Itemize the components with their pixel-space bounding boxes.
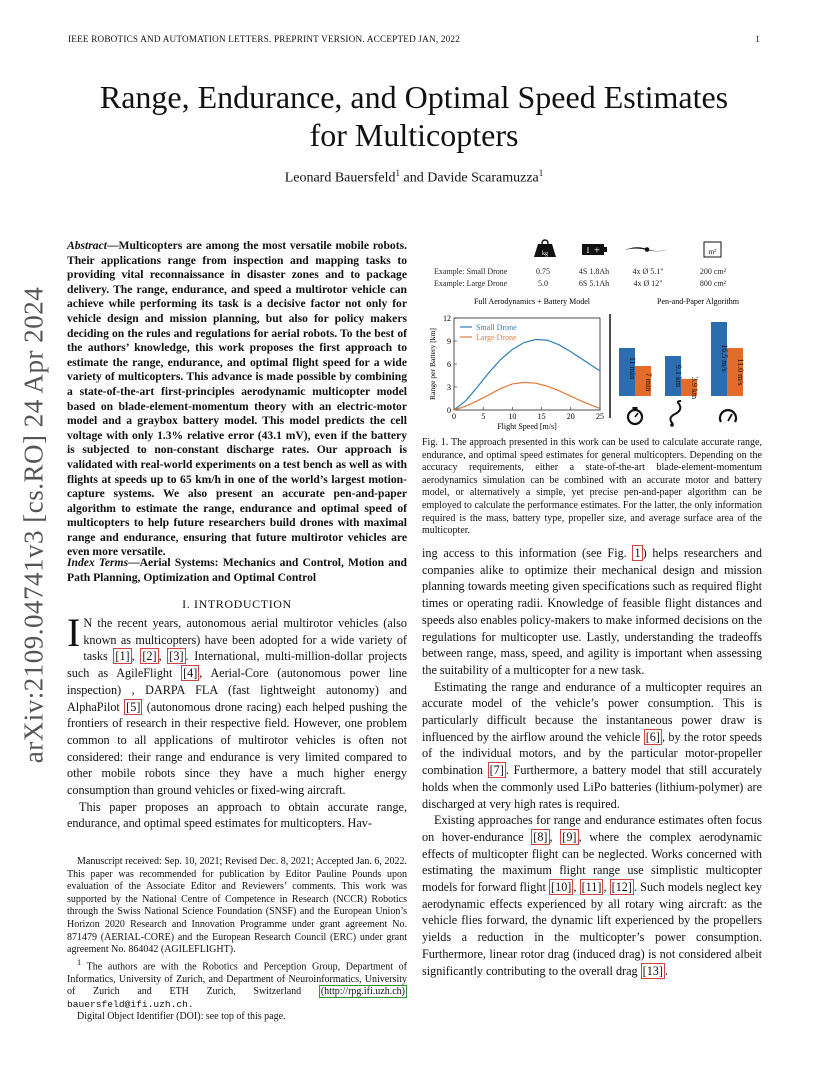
body-text: , where the complex aerodynamic effects of multicopter flight can be neglected. Works concerned with estimating the maximum flight range use simplistic multicopter models for forward flight xyxy=(422,829,763,895)
row2-mass: 5.0 xyxy=(538,279,548,288)
title-line-2: for Multicopters xyxy=(309,117,519,153)
index-terms xyxy=(67,556,407,585)
footnote-received: Manuscript received: Sep. 10, 2021; Revised Dec. 8, 2021; Accepted Jan. 6, 2022. This paper was recommended for publication by Editor Pauline Pounds upon evaluation of the Associate Editor and Reviewers’ comments. This work was supported by the National Centre of Competence in Research (NCCR) Robotics through the Swiss National Science Foundation (SNSF) and the European Union’s Horizon 2020 Research and Innovation Programme under grant agreement No. 871479 (AERIAL-CORE) and the European Research Council (ERC) under grant agreement No. 864042 (AGILEFLIGHT). xyxy=(67,856,407,956)
row1-mass: 0.75 xyxy=(536,267,550,276)
right-column-text xyxy=(422,545,762,979)
citation-link[interactable]: [10] xyxy=(551,880,572,895)
intro-paragraph-2: This paper proposes an approach to obtain accurate range, endurance, and optimal speed estimates for multicopters. Hav- xyxy=(67,799,407,831)
right-paragraph-1 xyxy=(422,545,762,679)
row1-battery: 4S 1.8Ah xyxy=(578,267,610,276)
mass-unit: kg xyxy=(542,251,548,257)
figure-svg xyxy=(422,236,768,432)
body-text: . Furthermore, a battery model that still accurately holds when the commonly used LiPo batteries (lithium-polymer) are discharged at very high rates is required. xyxy=(422,763,762,811)
pen-paper-bars xyxy=(619,322,745,400)
x-tick-label: 20 xyxy=(566,412,575,421)
body-text: Estimating the range and endurance of a multicopter requires an accurate model of the vehicle’s power consumption. This is particularly difficult because the instantaneous power draw is influenced by the airflow around the vehicle xyxy=(422,679,762,744)
svg-text:+: + xyxy=(594,245,600,257)
y-tick-label: 6 xyxy=(447,360,451,369)
series-line-2 xyxy=(454,382,600,410)
rpg-link[interactable]: (http://rpg.ifi.uzh.ch) xyxy=(320,986,405,998)
citation-link[interactable]: [11] xyxy=(581,880,602,895)
citation-link[interactable]: [9] xyxy=(562,829,577,844)
intro-text: . International, multi-million-dollar projects such as AgileFlight xyxy=(67,649,407,681)
title-line-1: Range, Endurance, and Optimal Speed Estimates xyxy=(99,79,729,115)
citation-link[interactable]: [8] xyxy=(533,829,548,844)
body-text: ) helps researchers and companies alike to optimize their mechanical design and mission planning towards meeting given specifications such as required flight times or operating radii. Knowledge of feasible flight distances and speeds also enables policy-makers to make informed decisions on the regulations for multicopter use. Lastly, understanding the tradeoffs between range, mass, speed, and agility is important when assessing the suitability of a multicopter for a new task. xyxy=(422,546,762,677)
introduction: I N the recent years, autonomous aerial multirotor vehicles (also known as multicopters) have been adopted for a wide variety of tasks [1] , [2] , [3] . International, multi-million-dollar projects such as AgileFlight [4] , Aerial-Core (autonomous power line inspection) , DARPA FLA (fast lightweight autonomy) and AlphaPilot [5] (autonomous drone racing) each helped pushing the frontiers of research in their respective field. However, one problem common to all applications of multirotor vehicles is often not considered: their range and endurance is very limited compared to other mobile robots since they have a much higher energy consumption than ground vehicles or fixed-wing aircraft. This paper proposes an approach to obtain accurate range, endurance, and optimal speed estimates for multicopters. Hav- xyxy=(67,610,407,831)
index-terms-text: —Aerial Systems: Mechanics and Control, Motion and Path Planning, Optimization and Optimal Control xyxy=(67,556,407,584)
figure-caption xyxy=(422,437,762,538)
mass-icon xyxy=(534,240,556,257)
x-axis-label: Flight Speed [m/s] xyxy=(497,422,557,431)
left-panel-title: Full Aerodynamics + Battery Model xyxy=(473,297,591,306)
author-2-mark: 1 xyxy=(538,168,544,178)
right-panel-title: Pen-and-Paper Algorithm xyxy=(657,297,739,306)
footnote-affiliation: The authors are with the Robotics and Perception Group, Department of Informatics, University of Zurich, and Department of Neuroinformatics, University of Zurich and ETH Zurich, Switzerland xyxy=(67,961,407,998)
y-tick-label: 0 xyxy=(447,406,451,415)
body-text: ing access to this information (see Fig. xyxy=(422,546,633,560)
citation-link[interactable]: [3] xyxy=(169,649,184,664)
author-1-mark: 1 xyxy=(395,168,400,178)
bar-label: 7 min xyxy=(644,372,653,392)
paper-title xyxy=(60,78,768,154)
citation-link[interactable]: [4] xyxy=(183,666,198,681)
area-unit: m² xyxy=(708,248,717,256)
path-icon xyxy=(670,401,681,427)
footnote-doi: Digital Object Identifier (DOI): see top of this page. xyxy=(77,1011,286,1023)
speedometer-icon xyxy=(720,410,736,422)
row2-area: 800 cm² xyxy=(699,279,727,288)
running-header-text: IEEE ROBOTICS AND AUTOMATION LETTERS. PREPRINT VERSION. ACCEPTED JAN, 2022 xyxy=(68,34,461,44)
caption-text: The approach presented in this work can be used to calculate accurate range, endurance, and optimal speed estimates for general multicopters. Depending on the accuracy requirements, either a state-of-the-art blade-element-momentum aerodynamics simulation can be combined with an accurate motor and battery model, or alternatively a simple, yet precise pen-and-paper algorithm can be employed to calculate the performance estimates. For the latter, the only information required is the mass, battery type, propeller size, and average surface area of the multicopter. xyxy=(422,437,762,537)
running-header xyxy=(68,34,760,44)
abstract-text: —Multicopters are among the most versatile mobile robots. Their applications range from inspection and mapping tasks to providing vital reconnaissance in disaster zones and to package delivery. The range, endurance, and speed a multirotor vehicle can achieve while performing its task is a decisive factor not only for vehicle design and mission planning, but also for policy makers deciding on the rules and regulations for aerial robots. To the best of the authors’ knowledge, this work proposes the first approach to estimate the range, endurance, and optimal flight speed for a wide variety of multicopters. This advance is made possible by combining a state-of-the-art first-principles aerodynamic multicopter model based on blade-element-momentum theory with an electric-motor model and a graybox battery model. This model predicts the cell voltage with only 1.3% relative error (43.1 mV), even if the battery is subjected to non-constant discharge rates. Our approach is validated with real-world experiments on a test bench as well as with flights at speeds up to 65 km/h in one of the world’s largest motion-capture systems. We also present an accurate pen-and-paper algorithm to estimate the range, endurance and optimal speed of multicopters to help future researchers build drones with maximal range and endurance, ensuring that future multirotor vehicles are even more versatile. xyxy=(67,239,407,559)
bar-label: 11 min xyxy=(628,356,637,380)
body-text: , by the rotor speeds of the individual motors, and by the particular motor-propeller combination xyxy=(422,729,763,778)
page-number: 1 xyxy=(755,34,760,44)
author-2: Davide Scaramuzza xyxy=(427,170,539,186)
x-tick-label: 15 xyxy=(537,412,546,421)
author-sep: and xyxy=(403,170,424,186)
figure-1 xyxy=(422,236,768,432)
x-tick-label: 25 xyxy=(596,412,604,421)
authors xyxy=(60,168,768,187)
y-tick-label: 3 xyxy=(447,383,451,392)
body-text: . Such models neglect key aerodynamic effects experienced by all rotary wing aircraft: as the vehicle flies forward, the dynamic lift experienced by the propellers yields a reduction in the multicopter’s power consumption. Furthermore, linear rotor drag (induced drag) is not considered albeit significantly contributing to the overall drag xyxy=(422,880,763,978)
citation-link[interactable]: [2] xyxy=(142,649,157,664)
propeller-icon xyxy=(625,247,669,252)
legend-label: Small Drone xyxy=(476,323,517,332)
right-paragraph-2 xyxy=(422,679,762,813)
svg-text:I: I xyxy=(586,246,590,255)
bar-label: 16.5 m/s xyxy=(720,344,729,372)
y-tick-label: 9 xyxy=(447,337,451,346)
row2-label: Example: Large Drone xyxy=(434,279,508,288)
bar-label: 11.0 m/s xyxy=(736,358,745,386)
x-tick-label: 5 xyxy=(481,412,486,421)
section-heading: I. INTRODUCTION xyxy=(182,597,292,611)
caption-label: Fig. 1. xyxy=(422,437,449,448)
range-chart xyxy=(428,314,604,431)
spec-table xyxy=(434,267,727,288)
arxiv-id: arXiv:2109.04741v3 [cs.RO] 24 Apr 2024 xyxy=(18,286,49,764)
citation-link[interactable]: [5] xyxy=(126,699,141,714)
row2-prop: 4x Ø 12" xyxy=(633,279,663,288)
citation-link[interactable]: [12] xyxy=(611,880,632,895)
battery-icon xyxy=(582,244,607,257)
abstract xyxy=(67,239,407,560)
body-text: Existing approaches for range and endurance estimates often focus on hover-endurance xyxy=(422,813,762,844)
stopwatch-icon xyxy=(628,407,642,424)
author-email: bauersfeld@ifi.uzh.ch. xyxy=(67,998,194,1010)
index-terms-label: Index Terms xyxy=(67,556,129,569)
author-1: Leonard Bauersfeld xyxy=(284,170,396,186)
right-paragraph-3: Existing approaches for range and endurance estimates often focus on hover-endurance [8] , [9] , where the complex aerodynamic effects of multicopter flight can be neglected. Works concerned with estimating the maximum flight range use simplistic multicopter models for forward flight [10] , [11] , [12] . Such models neglect key aerodynamic effects experienced by all rotary wing aircraft: as the vehicle flies forward, the dynamic lift experienced by the propellers yields a reduction in the multicopter’s power consumption. Furthermore, linear rotor drag (induced drag) is not considered albeit significantly contributing to the overall drag [13] . xyxy=(422,813,763,978)
footnote-mark: 1 xyxy=(77,957,82,967)
x-tick-label: 0 xyxy=(452,412,456,421)
body-text: . xyxy=(664,963,669,978)
intro-text: , Aerial-Core (autonomous power line inspection) , DARPA FLA (fast lightweight autonomy) and AlphaPilot xyxy=(67,666,407,714)
row1-prop: 4x Ø 5.1" xyxy=(632,267,664,276)
row1-label: Example: Small Drone xyxy=(434,267,508,276)
abstract-label: Abstract xyxy=(67,239,107,252)
citation-link[interactable]: [7] xyxy=(489,763,504,778)
citation-link[interactable]: [6] xyxy=(645,729,660,744)
x-tick-label: 10 xyxy=(508,412,517,421)
footnotes xyxy=(67,856,407,1024)
legend-label: Large Drone xyxy=(476,333,517,342)
intro-text: (autonomous drone racing) each helped pushing the frontiers of research in their respective field. However, one problem common to all applications of multirotor vehicles is often not considered: their range and endurance is very limited compared to other mobile robots since they have a much higher energy consumption than ground vehicles or fixed-wing aircraft. xyxy=(67,699,407,798)
y-tick-label: 12 xyxy=(443,314,451,323)
row2-battery: 6S 5.1Ah xyxy=(578,279,610,288)
y-axis-label: Range per Battery [km] xyxy=(428,328,437,400)
intro-text: N the recent years, autonomous aerial multirotor vehicles (also known as multicopters) have been adopted for a wide variety of tasks xyxy=(83,616,407,664)
bar-label: 9.1 km xyxy=(674,364,683,388)
figure-ref-link[interactable]: 1 xyxy=(634,546,641,560)
citation-link[interactable]: [13] xyxy=(642,963,663,978)
citation-link[interactable]: [1] xyxy=(115,649,130,664)
row1-area: 200 cm² xyxy=(699,267,727,276)
area-icon xyxy=(704,242,721,257)
drop-cap: I xyxy=(67,610,81,655)
bar-label: 3.9 km xyxy=(690,376,699,400)
arxiv-watermark xyxy=(14,286,54,764)
